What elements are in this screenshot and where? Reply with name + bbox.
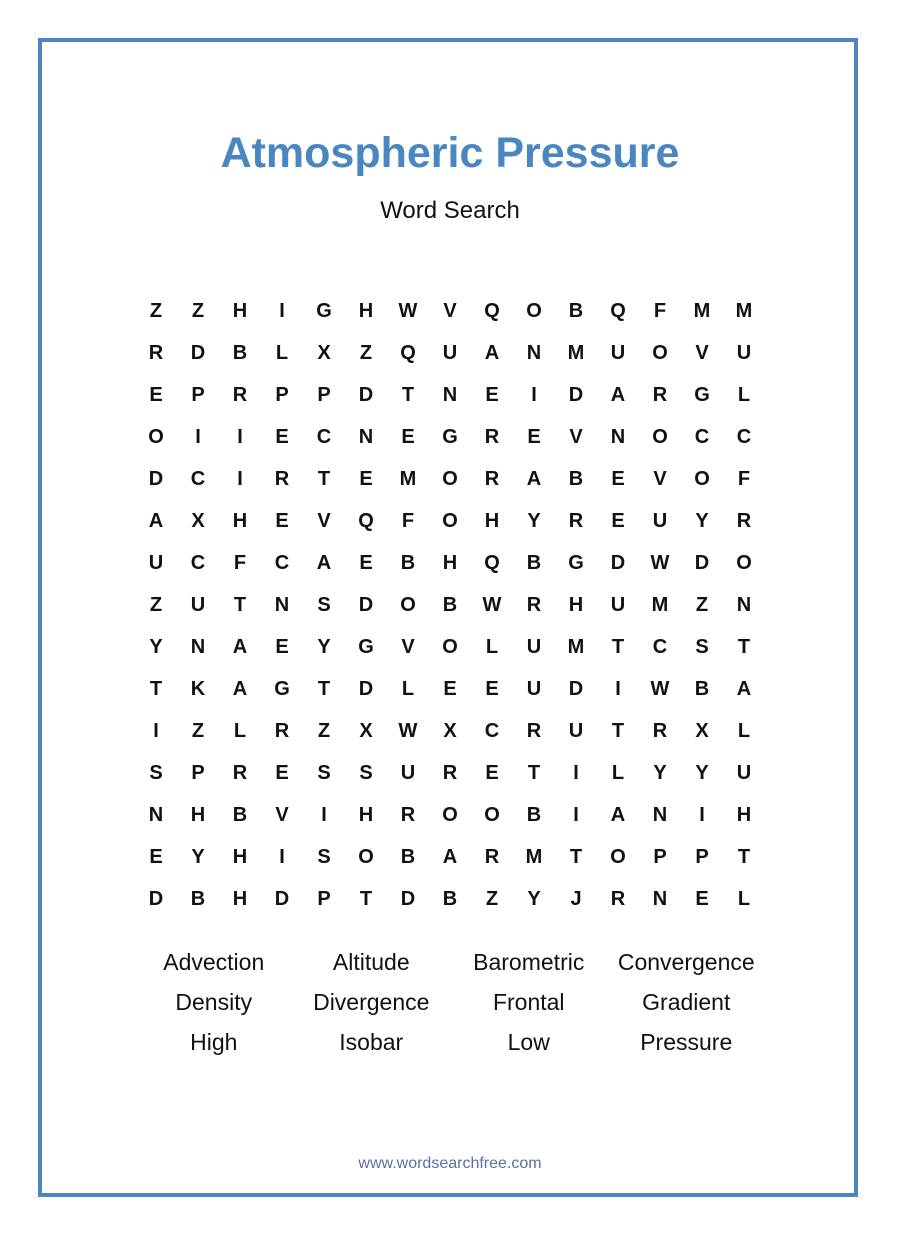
grid-cell: B: [232, 803, 248, 826]
grid-cell: F: [653, 299, 667, 322]
word-list: [135, 942, 765, 1062]
grid-cell: S: [317, 845, 331, 868]
grid-cell: H: [358, 803, 374, 826]
grid-cell: E: [275, 635, 289, 658]
word-list-item: Divergence: [313, 988, 430, 1015]
grid-cell: L: [485, 635, 499, 658]
grid-cell: D: [568, 677, 584, 700]
grid-cell: R: [274, 467, 290, 490]
grid-cell: B: [568, 299, 584, 322]
grid-cell: B: [526, 551, 542, 574]
grid-cell: H: [232, 299, 248, 322]
grid-cell: H: [736, 803, 752, 826]
grid-cell: S: [149, 761, 163, 784]
grid-cell: C: [694, 425, 710, 448]
grid-cell: G: [442, 425, 458, 448]
grid-cell: V: [569, 425, 583, 448]
grid-cell: R: [148, 341, 164, 364]
grid-cell: R: [652, 719, 668, 742]
grid-cell: I: [699, 803, 705, 826]
grid-cell: Y: [149, 635, 163, 658]
grid-cell: R: [484, 425, 500, 448]
word-list-item: Isobar: [339, 1028, 404, 1055]
grid-cell: X: [695, 719, 709, 742]
grid-cell: I: [573, 803, 579, 826]
letter-grid: [135, 290, 765, 920]
grid-cell: H: [358, 299, 374, 322]
grid-cell: M: [567, 341, 585, 364]
grid-cell: B: [568, 467, 584, 490]
grid-cell: O: [442, 803, 458, 826]
grid-cell: R: [526, 719, 542, 742]
grid-cell: G: [694, 383, 710, 406]
grid-cell: T: [611, 635, 625, 658]
grid-cell: T: [233, 593, 247, 616]
grid-cell: I: [153, 719, 159, 742]
grid-cell: R: [526, 593, 542, 616]
grid-cell: D: [694, 551, 710, 574]
grid-cell: E: [695, 887, 709, 910]
grid-cell: W: [650, 551, 670, 574]
grid-cell: Y: [527, 887, 541, 910]
grid-cell: A: [148, 509, 164, 532]
grid-cell: U: [610, 341, 626, 364]
grid-cell: D: [358, 383, 374, 406]
grid-cell: U: [610, 593, 626, 616]
grid-cell: B: [400, 845, 416, 868]
grid-cell: A: [232, 677, 248, 700]
grid-cell: I: [237, 467, 243, 490]
grid-cell: R: [274, 719, 290, 742]
grid-cell: P: [191, 761, 205, 784]
grid-cell: L: [401, 677, 415, 700]
grid-cell: P: [191, 383, 205, 406]
grid-cell: P: [317, 887, 331, 910]
grid-cell: B: [526, 803, 542, 826]
grid-cell: S: [317, 593, 331, 616]
grid-cell: V: [317, 509, 331, 532]
grid-cell: Q: [610, 299, 626, 322]
grid-cell: F: [233, 551, 247, 574]
grid-cell: E: [401, 425, 415, 448]
word-list-item: Advection: [163, 948, 265, 975]
grid-cell: O: [694, 467, 710, 490]
grid-cell: R: [400, 803, 416, 826]
grid-cell: H: [484, 509, 500, 532]
word-list-item: Density: [175, 988, 253, 1015]
grid-cell: A: [442, 845, 458, 868]
grid-cell: L: [275, 341, 289, 364]
grid-cell: A: [316, 551, 332, 574]
grid-cell: R: [442, 761, 458, 784]
grid-cell: Z: [191, 719, 205, 742]
grid-cell: V: [695, 341, 709, 364]
grid-cell: G: [568, 551, 584, 574]
grid-cell: J: [570, 887, 582, 910]
grid-cell: E: [149, 383, 163, 406]
grid-cell: P: [317, 383, 331, 406]
grid-cell: D: [148, 467, 164, 490]
grid-cell: Y: [653, 761, 667, 784]
grid-cell: I: [615, 677, 621, 700]
grid-cell: H: [442, 551, 458, 574]
grid-cell: I: [279, 845, 285, 868]
grid-cell: Q: [358, 509, 374, 532]
grid-cell: N: [358, 425, 374, 448]
word-list-item: Altitude: [332, 948, 410, 975]
grid-cell: H: [232, 845, 248, 868]
grid-cell: O: [652, 341, 668, 364]
grid-cell: O: [442, 467, 458, 490]
grid-cell: K: [190, 677, 206, 700]
grid-cell: W: [398, 719, 418, 742]
grid-cell: E: [485, 383, 499, 406]
grid-cell: G: [274, 677, 290, 700]
grid-cell: U: [148, 551, 164, 574]
grid-cell: E: [611, 509, 625, 532]
grid-cell: Y: [695, 509, 709, 532]
grid-cell: B: [442, 887, 458, 910]
grid-cell: B: [190, 887, 206, 910]
grid-cell: E: [443, 677, 457, 700]
grid-cell: L: [233, 719, 247, 742]
grid-cell: S: [695, 635, 709, 658]
word-list-item: Pressure: [640, 1028, 733, 1055]
grid-cell: A: [736, 677, 752, 700]
grid-cell: T: [317, 467, 331, 490]
grid-cell: L: [737, 383, 751, 406]
grid-cell: N: [610, 425, 626, 448]
grid-cell: E: [275, 425, 289, 448]
grid-cell: X: [191, 509, 205, 532]
grid-cell: R: [610, 887, 626, 910]
grid-cell: C: [190, 467, 206, 490]
grid-cell: R: [232, 383, 248, 406]
grid-cell: B: [442, 593, 458, 616]
grid-cell: O: [400, 593, 416, 616]
grid-cell: I: [237, 425, 243, 448]
grid-cell: R: [484, 845, 500, 868]
grid-cell: Q: [484, 551, 500, 574]
grid-cell: C: [736, 425, 752, 448]
grid-cell: B: [232, 341, 248, 364]
page-subtitle: Word Search: [380, 197, 520, 224]
grid-cell: W: [398, 299, 418, 322]
grid-cell: F: [737, 467, 751, 490]
word-list-item: High: [190, 1028, 238, 1055]
grid-cell: R: [736, 509, 752, 532]
grid-cell: Y: [695, 761, 709, 784]
grid-cell: S: [317, 761, 331, 784]
grid-cell: Y: [527, 509, 541, 532]
grid-cell: M: [735, 299, 753, 322]
grid-cell: A: [610, 803, 626, 826]
grid-cell: H: [232, 887, 248, 910]
grid-cell: O: [736, 551, 752, 574]
grid-cell: D: [274, 887, 290, 910]
grid-cell: T: [737, 635, 751, 658]
grid-cell: M: [525, 845, 543, 868]
grid-cell: H: [190, 803, 206, 826]
grid-cell: T: [359, 887, 373, 910]
word-list-item: Convergence: [617, 948, 755, 975]
grid-cell: Z: [149, 593, 163, 616]
grid-cell: R: [232, 761, 248, 784]
grid-cell: M: [651, 593, 669, 616]
grid-cell: B: [694, 677, 710, 700]
grid-cell: M: [567, 635, 585, 658]
page-title: Atmospheric Pressure: [220, 129, 680, 177]
grid-cell: N: [148, 803, 164, 826]
grid-cell: U: [568, 719, 584, 742]
grid-cell: L: [611, 761, 625, 784]
grid-cell: L: [737, 719, 751, 742]
grid-cell: N: [652, 803, 668, 826]
grid-cell: A: [526, 467, 542, 490]
grid-cell: O: [442, 509, 458, 532]
grid-cell: U: [652, 509, 668, 532]
footer-url: www.wordsearchfree.com: [358, 1155, 542, 1172]
grid-cell: E: [485, 677, 499, 700]
grid-cell: O: [484, 803, 500, 826]
grid-cell: M: [693, 299, 711, 322]
grid-cell: E: [359, 467, 373, 490]
grid-cell: M: [399, 467, 417, 490]
grid-cell: R: [652, 383, 668, 406]
grid-cell: I: [321, 803, 327, 826]
grid-cell: U: [526, 677, 542, 700]
grid-cell: I: [195, 425, 201, 448]
grid-cell: Z: [317, 719, 331, 742]
grid-cell: E: [611, 467, 625, 490]
grid-cell: E: [149, 845, 163, 868]
grid-cell: Y: [191, 845, 205, 868]
word-list-item: Low: [507, 1028, 550, 1055]
grid-cell: D: [610, 551, 626, 574]
grid-cell: Y: [317, 635, 331, 658]
grid-cell: D: [358, 593, 374, 616]
grid-cell: R: [568, 509, 584, 532]
grid-cell: T: [401, 383, 415, 406]
grid-cell: Z: [149, 299, 163, 322]
grid-cell: C: [316, 425, 332, 448]
grid-cell: I: [573, 761, 579, 784]
grid-cell: A: [610, 383, 626, 406]
grid-cell: A: [484, 341, 500, 364]
grid-cell: C: [274, 551, 290, 574]
grid-cell: O: [610, 845, 626, 868]
grid-cell: W: [482, 593, 502, 616]
word-list-item: Frontal: [492, 988, 565, 1015]
grid-cell: T: [611, 719, 625, 742]
grid-cell: H: [568, 593, 584, 616]
grid-cell: E: [527, 425, 541, 448]
grid-cell: O: [442, 635, 458, 658]
grid-cell: I: [531, 383, 537, 406]
grid-cell: N: [442, 383, 458, 406]
word-list-item: Gradient: [642, 988, 731, 1015]
grid-cell: S: [359, 761, 373, 784]
grid-cell: O: [652, 425, 668, 448]
grid-cell: I: [279, 299, 285, 322]
grid-cell: A: [232, 635, 248, 658]
grid-cell: G: [358, 635, 374, 658]
grid-cell: O: [148, 425, 164, 448]
grid-cell: D: [568, 383, 584, 406]
grid-cell: P: [275, 383, 289, 406]
grid-cell: Q: [400, 341, 416, 364]
grid-cell: D: [358, 677, 374, 700]
grid-cell: V: [275, 803, 289, 826]
grid-cell: D: [190, 341, 206, 364]
grid-cell: C: [190, 551, 206, 574]
grid-cell: V: [653, 467, 667, 490]
grid-cell: W: [650, 677, 670, 700]
grid-cell: P: [695, 845, 709, 868]
grid-cell: N: [274, 593, 290, 616]
grid-cell: T: [527, 761, 541, 784]
grid-cell: N: [652, 887, 668, 910]
grid-cell: D: [148, 887, 164, 910]
grid-cell: Z: [359, 341, 373, 364]
grid-cell: N: [736, 593, 752, 616]
grid-cell: T: [737, 845, 751, 868]
grid-cell: X: [317, 341, 331, 364]
grid-cell: X: [443, 719, 457, 742]
grid-cell: E: [485, 761, 499, 784]
grid-cell: G: [316, 299, 332, 322]
grid-cell: O: [526, 299, 542, 322]
grid-cell: Z: [695, 593, 709, 616]
grid-cell: E: [275, 509, 289, 532]
grid-cell: P: [653, 845, 667, 868]
grid-cell: T: [149, 677, 163, 700]
grid-cell: U: [190, 593, 206, 616]
grid-cell: U: [736, 341, 752, 364]
grid-cell: X: [359, 719, 373, 742]
grid-cell: D: [400, 887, 416, 910]
grid-cell: U: [442, 341, 458, 364]
grid-cell: Z: [485, 887, 499, 910]
grid-cell: V: [443, 299, 457, 322]
grid-cell: T: [317, 677, 331, 700]
grid-cell: B: [400, 551, 416, 574]
grid-cell: N: [526, 341, 542, 364]
grid-cell: Q: [484, 299, 500, 322]
grid-cell: N: [190, 635, 206, 658]
grid-cell: U: [400, 761, 416, 784]
grid-cell: F: [401, 509, 415, 532]
grid-cell: H: [232, 509, 248, 532]
grid-cell: C: [652, 635, 668, 658]
grid-cell: E: [275, 761, 289, 784]
grid-cell: O: [358, 845, 374, 868]
grid-cell: L: [737, 887, 751, 910]
grid-cell: E: [359, 551, 373, 574]
word-list-item: Barometric: [473, 948, 585, 975]
grid-cell: Z: [191, 299, 205, 322]
grid-cell: R: [484, 467, 500, 490]
grid-cell: V: [401, 635, 415, 658]
grid-cell: U: [526, 635, 542, 658]
grid-cell: U: [736, 761, 752, 784]
grid-cell: T: [569, 845, 583, 868]
grid-cell: C: [484, 719, 500, 742]
